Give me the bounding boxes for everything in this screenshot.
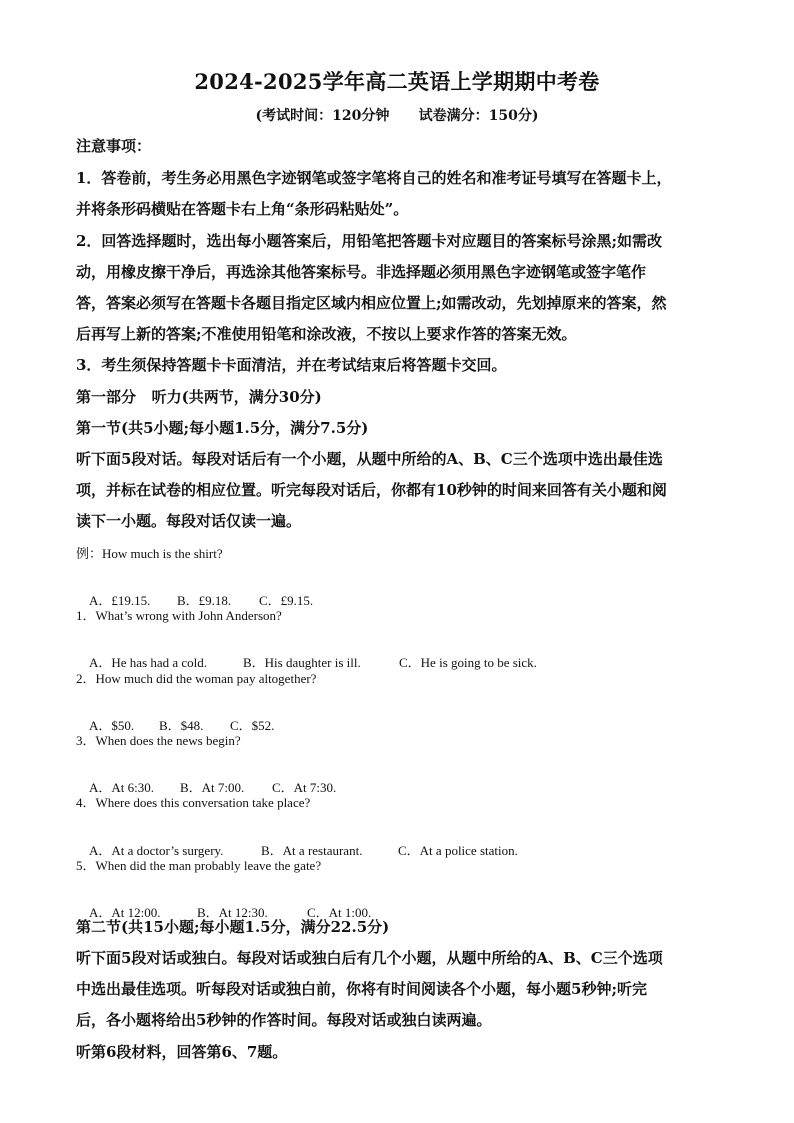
notice-item-3: 3．考生须保持答题卡卡面清洁，并在考试结束后将答题卡交回。 [76,356,507,374]
option-c: C．At 7:30. [272,780,337,795]
option-a: A．£19.15. [89,593,151,608]
question-2: 2．How much did the woman pay altogether? [76,671,317,686]
option-b: B．At 7:00. [180,780,245,795]
option-b: B．His daughter is ill. [243,655,361,670]
section2-instructions-line-3: 后，各小题将给出5秒钟的作答时间。每段对话或独白读两遍。 [76,1011,492,1029]
option-a: A．At 6:30. [89,780,155,795]
question-1: 1．What’s wrong with John Anderson? [76,608,282,623]
option-c: C．At 1:00. [307,905,372,920]
option-b: B．£9.18. [177,593,232,608]
page-title: 2024-2025学年高二英语上学期期中考卷 [194,69,600,94]
option-a: A．He has had a cold. [89,655,208,670]
example-question: 例：How much is the shirt? [76,546,223,561]
section2-next-material: 听第6段材料，回答第6、7题。 [76,1043,288,1061]
option-c: C．He is going to be sick. [399,655,537,670]
section1-instructions-line-2: 项，并标在试卷的相应位置。听完每段对话后，你都有10秒钟的时间来回答有关小题和阅 [76,481,667,499]
option-a: A．At a doctor’s surgery. [89,843,224,858]
option-a: A．$50. [89,718,135,733]
section2-instructions-line-1: 听下面5段对话或独白。每段对话或独白后有几个小题，从题中所给的A、B、C三个选项 [76,949,663,967]
question-4: 4．Where does this conversation take place? [76,795,311,810]
option-b: B．At a restaurant. [261,843,363,858]
notice-item-1-line-2: 并将条形码横贴在答题卡右上角“条形码粘贴处”。 [76,200,409,218]
notice-item-2-line-3: 答，答案必须写在答题卡各题目指定区域内相应位置上;如需改动，先划掉原来的答案，然 [76,294,667,312]
option-c: C．£9.15. [259,593,314,608]
section1-instructions-line-3: 读下一小题。每段对话仅读一遍。 [76,512,302,530]
section2-instructions-line-2: 中选出最佳选项。听每段对话或独白前，你将有时间阅读各个小题，每小题5秒钟;听完 [76,980,647,998]
notice-item-2-line-4: 后再写上新的答案;不准使用铅笔和涂改液，不按以上要求作答的答案无效。 [76,325,577,343]
exam-time-and-score: (考试时间：120分钟 试卷满分：150分) [255,108,539,124]
section2-heading: 第二节(共15小题;每小题1.5分，满分22.5分) [76,918,390,936]
question-5: 5．When did the man probably leave the gate? [76,858,322,873]
notice-heading: 注意事项： [76,137,152,155]
option-c: C．$52. [230,718,275,733]
option-b: B．At 12:30. [197,905,268,920]
option-b: B．$48. [159,718,204,733]
question-3: 3．When does the news begin? [76,733,241,748]
option-a: A．At 12:00. [89,905,161,920]
part1-heading: 第一部分 听力(共两节，满分30分) [76,388,322,406]
section1-heading: 第一节(共5小题;每小题1.5分，满分7.5分) [76,419,369,437]
notice-item-2-line-2: 动，用橡皮擦干净后，再选涂其他答案标号。非选择题必须用黑色字迹钢笔或签字笔作 [76,263,647,281]
section1-instructions-line-1: 听下面5段对话。每段对话后有一个小题，从题中所给的A、B、C三个选项中选出最佳选 [76,450,663,468]
notice-item-2-line-1: 2．回答选择题时，选出每小题答案后，用铅笔把答题卡对应题目的答案标号涂黑;如需改 [76,232,662,250]
notice-item-1-line-1: 1．答卷前，考生务必用黑色字迹钢笔或签字笔将自己的姓名和准考证号填写在答题卡上， [76,169,672,187]
option-c: C．At a police station. [398,843,518,858]
